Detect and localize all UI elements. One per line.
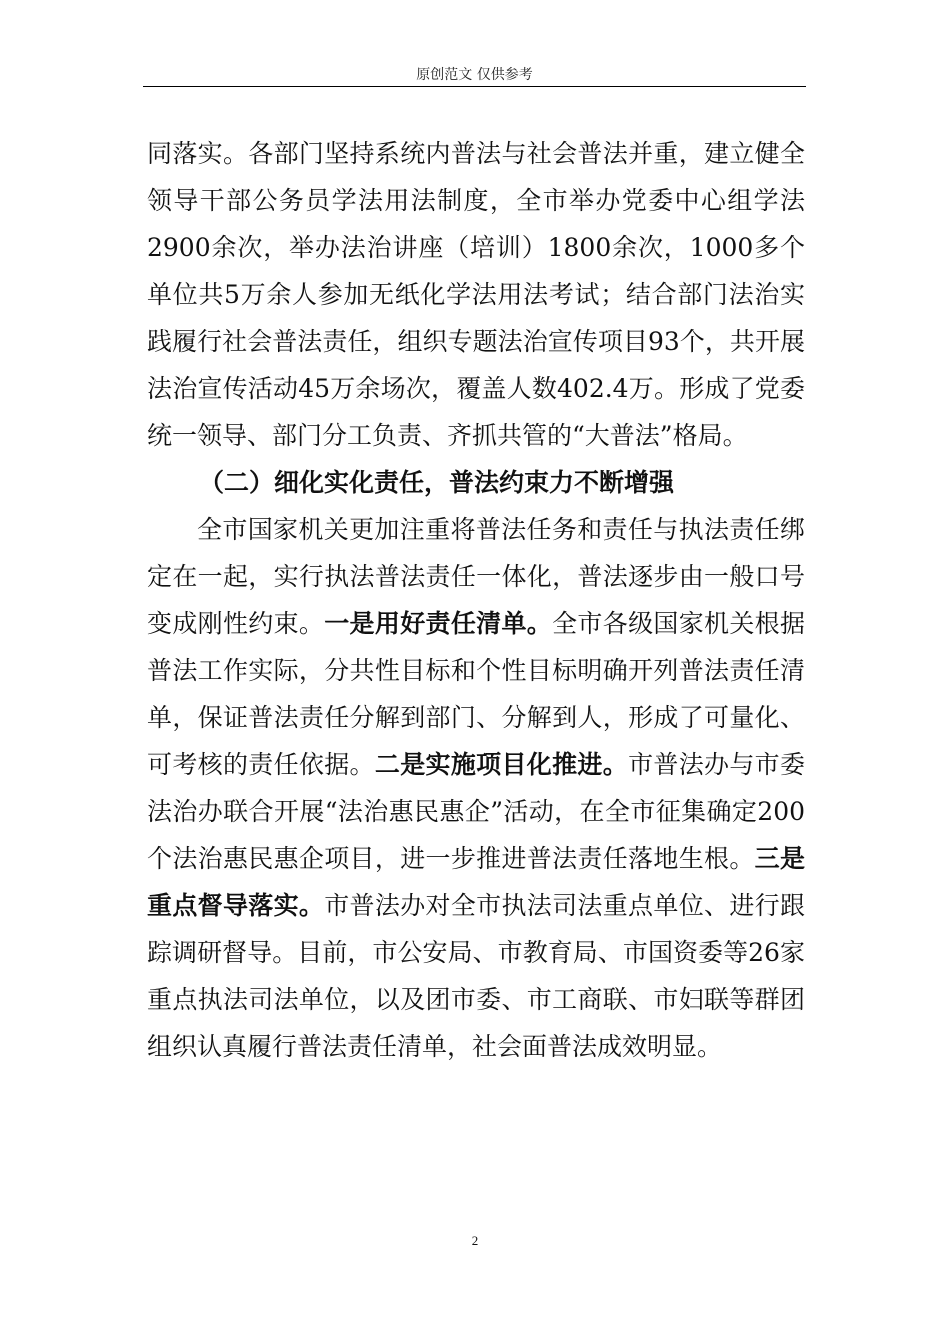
- paragraph-responsibility: [147, 506, 805, 1070]
- page-header: 原创范文 仅供参考: [416, 67, 533, 83]
- point3-text: 市普法办对全市执法司法重点单位、进行跟踪调研督导。目前，市公安局、市教育局、市国资委等26家重点执法司法单位，以及团市委、市工商联、市妇联等群团组织认真履行普法责任清单，社会面普法成效明显。: [147, 891, 805, 1061]
- point1-title: 一是用好责任清单。: [324, 609, 553, 638]
- point2-text: 市普法办与市委法治办联合开展“法治惠民惠企”活动，在全市征集确定200个法治惠民惠企项目，进一步推进普法责任落地生根。: [147, 750, 805, 873]
- point3-title: 三是重点督导落实。: [147, 844, 805, 920]
- paragraph-continuation: 同落实。各部门坚持系统内普法与社会普法并重，建立健全领导干部公务员学法用法制度，全市举办党委中心组学法2900余次，举办法治讲座（培训）1800余次，1000多个单位共5万余人参加无纸化学法用法考试；结合部门法治实践履行社会普法责任，组织专题法治宣传项目93个，共开展法治宣传活动45万余场次，覆盖人数402.4万。形成了党委统一领导、部门分工负责、齐抓共管的“大普法”格局。: [147, 139, 805, 450]
- page-number: 2: [471, 1233, 479, 1248]
- section-heading: （二）细化实化责任，普法约束力不断增强: [199, 468, 675, 497]
- paragraph-intro: 全市国家机关更加注重将普法任务和责任与执法责任绑定在一起，实行执法普法责任一体化，普法逐步由一般口号变成刚性约束。: [147, 515, 805, 638]
- header-rule: [143, 86, 806, 87]
- point2-title: 二是实施项目化推进。: [374, 750, 629, 779]
- document-body: [147, 130, 805, 1070]
- point1-text: 全市各级国家机关根据普法工作实际，分共性目标和个性目标明确开列普法责任清单，保证普法责任分解到部门、分解到人，形成了可量化、可考核的责任依据。: [147, 609, 805, 779]
